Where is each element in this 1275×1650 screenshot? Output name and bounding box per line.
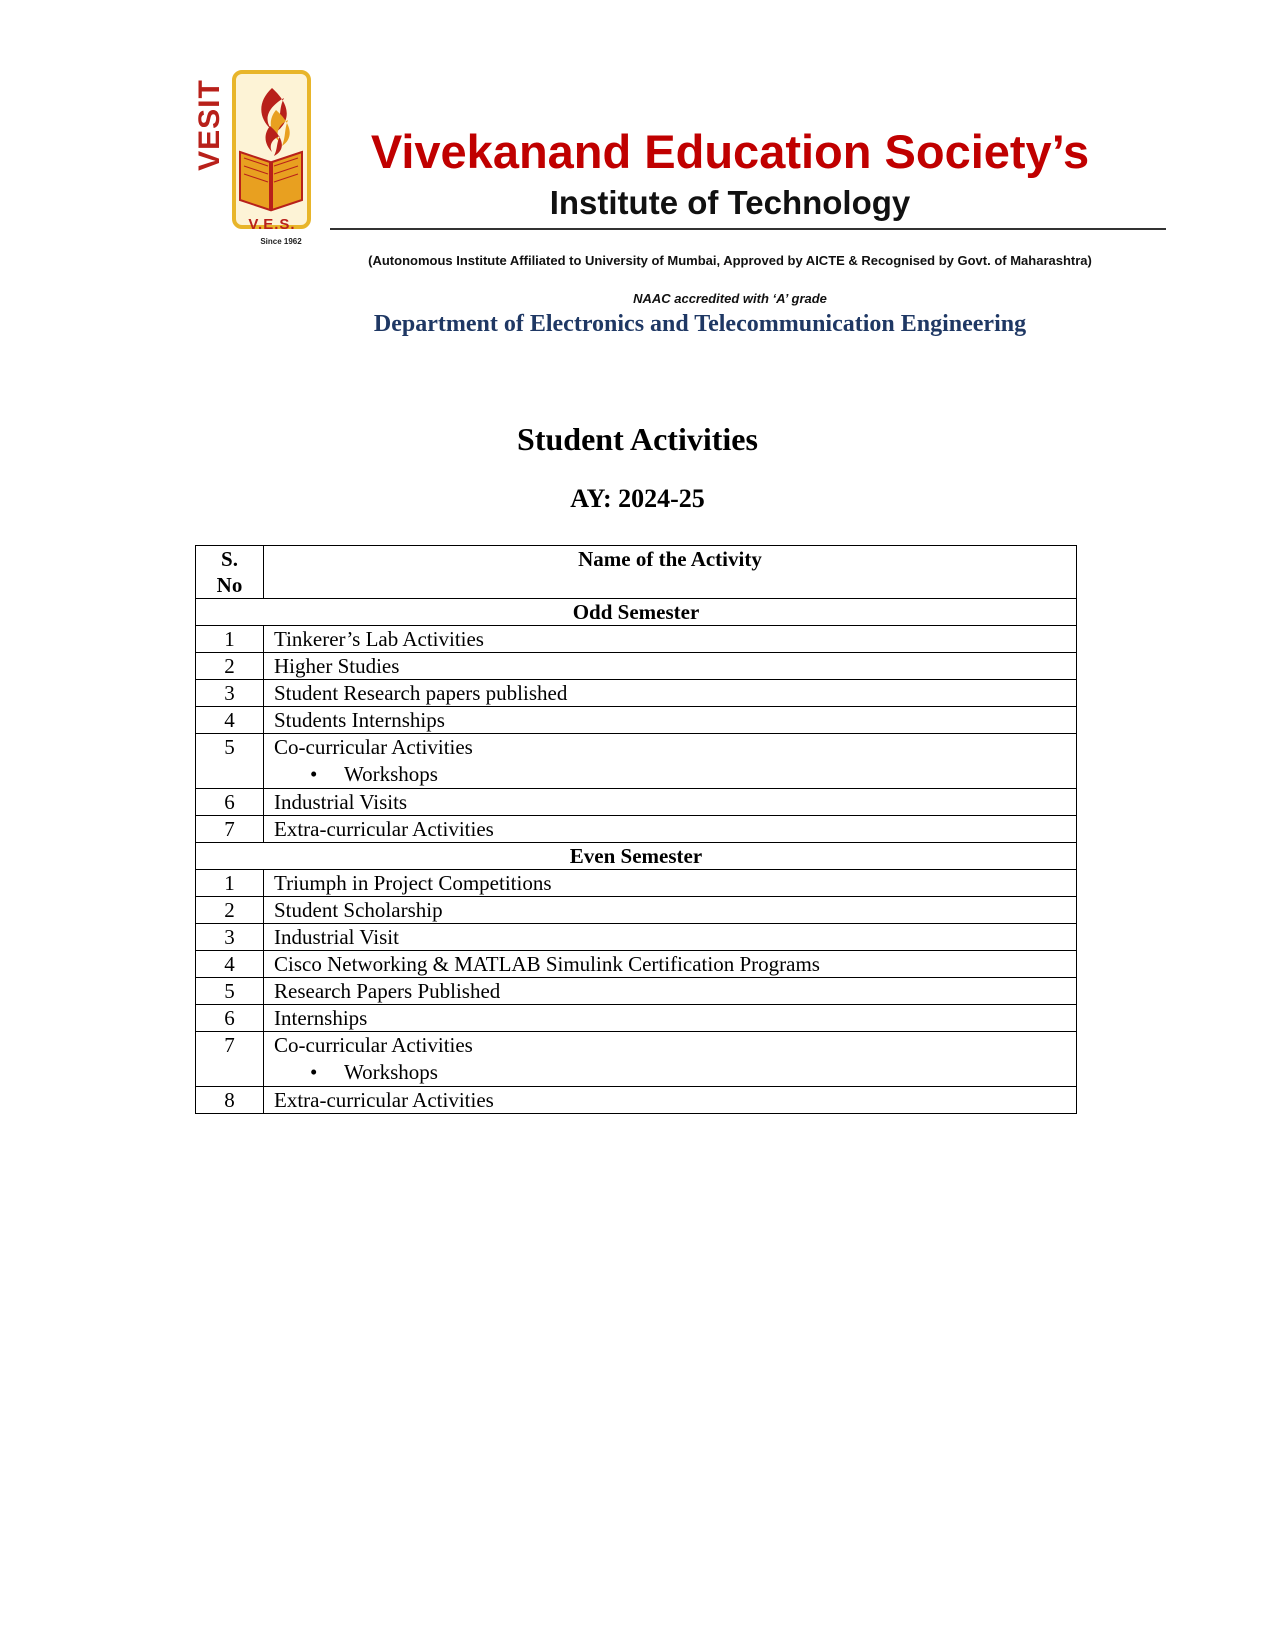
header-activity-name: Name of the Activity <box>264 546 1077 599</box>
sub-activity-text: Workshops <box>344 1060 438 1084</box>
affiliation-text: (Autonomous Institute Affiliated to University of Mumbai, Approved by AICTE & Recognised by Govt. of Maharashtra) <box>368 253 1092 268</box>
bullet-icon: • <box>310 1060 318 1084</box>
activity-name: Student Research papers published <box>274 681 568 705</box>
row-activity <box>264 897 1077 924</box>
activity-name: Internships <box>274 1006 368 1030</box>
activity-name: Research Papers Published <box>274 979 501 1003</box>
table-row <box>196 897 1077 924</box>
row-sno: 6 <box>196 789 264 816</box>
academic-year: AY: 2024-25 <box>570 484 705 513</box>
department-name: Department of Electronics and Telecommunication Engineering <box>373 311 1027 337</box>
table-row <box>196 653 1077 680</box>
section-title: Even Semester <box>196 843 1077 870</box>
table-row <box>196 978 1077 1005</box>
table-body <box>196 599 1077 1114</box>
row-sno: 7 <box>196 816 264 843</box>
row-sno: 8 <box>196 1087 264 1114</box>
row-activity <box>264 1005 1077 1032</box>
table-row <box>196 951 1077 978</box>
institute-logo <box>193 70 311 250</box>
row-activity <box>264 951 1077 978</box>
table-header-row <box>196 546 1077 599</box>
activity-name: Co-curricular Activities <box>274 1033 473 1057</box>
sub-activity-item <box>274 760 1076 788</box>
activities-table <box>195 545 1077 1114</box>
accreditation-text: NAAC accredited with ‘A’ grade <box>633 291 827 306</box>
row-activity <box>264 1087 1077 1114</box>
logo-side-text: VESIT <box>193 79 227 171</box>
section-row <box>196 843 1077 870</box>
row-activity <box>264 734 1077 789</box>
row-sno: 1 <box>196 626 264 653</box>
table-row <box>196 1087 1077 1114</box>
row-sno: 5 <box>196 978 264 1005</box>
activity-name: Co-curricular Activities <box>274 735 473 759</box>
logo-badge <box>232 70 311 235</box>
row-sno: 3 <box>196 924 264 951</box>
activity-name: Extra-curricular Activities <box>274 1088 494 1112</box>
table-row <box>196 1005 1077 1032</box>
table-row <box>196 734 1077 789</box>
row-activity <box>264 924 1077 951</box>
row-sno: 7 <box>196 1032 264 1087</box>
row-sno: 4 <box>196 951 264 978</box>
table-row <box>196 924 1077 951</box>
row-activity <box>264 816 1077 843</box>
table-row <box>196 707 1077 734</box>
row-activity <box>264 653 1077 680</box>
table-row <box>196 789 1077 816</box>
row-sno: 2 <box>196 897 264 924</box>
logo-since-text: Since 1962 <box>260 237 302 246</box>
institute-name: Institute of Technology <box>549 184 911 221</box>
flame-book-emblem <box>232 70 311 235</box>
activity-name: Cisco Networking & MATLAB Simulink Certification Programs <box>274 952 820 976</box>
activity-name: Student Scholarship <box>274 898 443 922</box>
row-sno: 2 <box>196 653 264 680</box>
header-divider <box>330 228 1166 230</box>
row-sno: 5 <box>196 734 264 789</box>
table-row <box>196 626 1077 653</box>
sub-activity-list <box>274 760 1076 788</box>
activity-name: Tinkerer’s Lab Activities <box>274 627 484 651</box>
table-row <box>196 870 1077 897</box>
activity-name: Higher Studies <box>274 654 400 678</box>
document-title: Student Activities <box>517 421 758 457</box>
section-row <box>196 599 1077 626</box>
table-row <box>196 1032 1077 1087</box>
row-sno: 3 <box>196 680 264 707</box>
row-sno: 1 <box>196 870 264 897</box>
row-activity <box>264 1032 1077 1087</box>
row-activity <box>264 626 1077 653</box>
sub-activity-item <box>274 1058 1076 1086</box>
sub-activity-list <box>274 1058 1076 1086</box>
activity-name: Industrial Visits <box>274 790 408 814</box>
bullet-icon: • <box>310 762 318 786</box>
activity-name: Industrial Visit <box>274 925 399 949</box>
activity-name: Triumph in Project Competitions <box>274 871 552 895</box>
row-sno: 6 <box>196 1005 264 1032</box>
activity-name: Students Internships <box>274 708 445 732</box>
logo-badge-text: V.E.S. <box>248 216 296 233</box>
sub-activity-text: Workshops <box>344 762 438 786</box>
row-activity <box>264 789 1077 816</box>
table-row <box>196 816 1077 843</box>
row-activity <box>264 680 1077 707</box>
row-activity <box>264 870 1077 897</box>
row-activity <box>264 978 1077 1005</box>
header-sno: S. No <box>196 546 264 599</box>
row-activity <box>264 707 1077 734</box>
row-sno: 4 <box>196 707 264 734</box>
section-title: Odd Semester <box>196 599 1077 626</box>
activity-name: Extra-curricular Activities <box>274 817 494 841</box>
table-row <box>196 680 1077 707</box>
society-name: Vivekanand Education Society’s <box>370 125 1090 178</box>
